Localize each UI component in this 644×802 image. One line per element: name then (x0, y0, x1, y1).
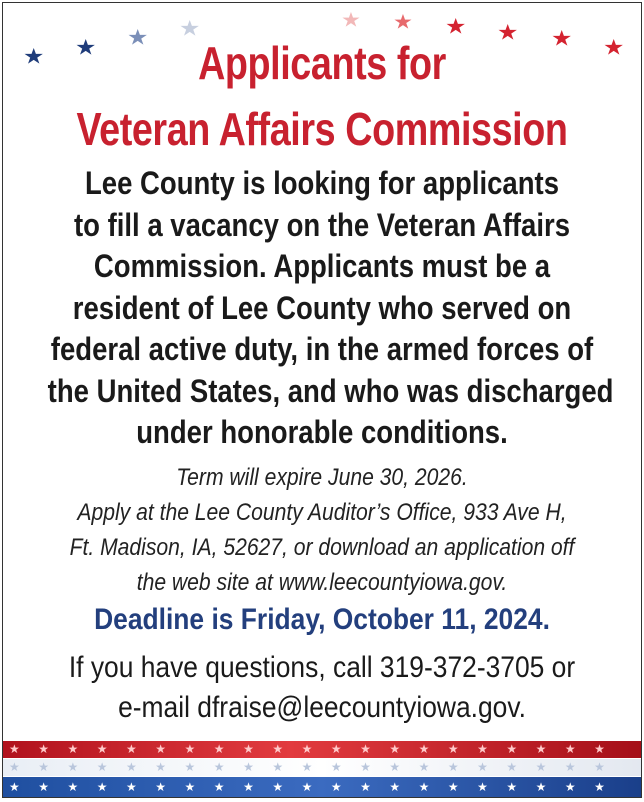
description-line: Lee County is looking for applicants (84, 165, 559, 201)
description-line: under honorable conditions. (136, 414, 508, 450)
star-icon: ★ (393, 10, 413, 33)
deadline (3, 603, 641, 637)
main-description (3, 163, 641, 454)
star-icon: ★★★★★★★★★★★★★★★★★★★★★ (9, 760, 624, 774)
star-icon: ★ (23, 44, 45, 69)
star-icon: ★ (341, 8, 361, 31)
description-line: federal active duty, in the armed forces of (50, 331, 594, 367)
term-expiry: Term will expire June 30, 2026. (176, 464, 468, 491)
contact-email-line: e-mail dfraise@leecountyiowa.gov. (118, 691, 526, 724)
white-star-band (3, 759, 641, 776)
star-icon: ★★★★★★★★★★★★★★★★★★★★★ (9, 742, 624, 756)
apply-address: Ft. Madison, IA, 52627, or download an application off (69, 534, 575, 561)
title-line-2: Veteran Affairs Commission (76, 103, 568, 155)
description-line: the United States, and who was discharged (47, 372, 614, 409)
application-details (3, 460, 641, 600)
website-line: the web site at www.leecountyiowa.gov. (136, 569, 508, 596)
star-icon: ★ (75, 35, 97, 60)
description-line: to fill a vacancy on the Veteran Affairs (73, 206, 571, 243)
title-line-1: Applicants for (198, 37, 446, 89)
blue-star-band (3, 777, 641, 797)
star-icon: ★ (127, 25, 149, 50)
star-icon: ★ (445, 14, 467, 39)
star-icon: ★★★★★★★★★★★★★★★★★★★★★ (9, 780, 624, 794)
star-icon: ★ (551, 26, 573, 51)
apply-location: Apply at the Lee County Auditor’s Office, 933 Ave H, (77, 499, 567, 526)
star-icon: ★ (603, 35, 625, 60)
advertisement (2, 2, 642, 798)
contact-phone-line: If you have questions, call 319-372-3705 or (68, 651, 576, 684)
red-star-band (3, 741, 641, 758)
star-icon: ★ (179, 16, 201, 41)
deadline-text: Deadline is Friday, October 11, 2024. (94, 603, 550, 636)
star-icon: ★ (497, 20, 519, 45)
description-line: resident of Lee County who served on (72, 289, 572, 326)
description-line: Commission. Applicants must be a (93, 248, 551, 284)
contact-info (3, 648, 641, 728)
